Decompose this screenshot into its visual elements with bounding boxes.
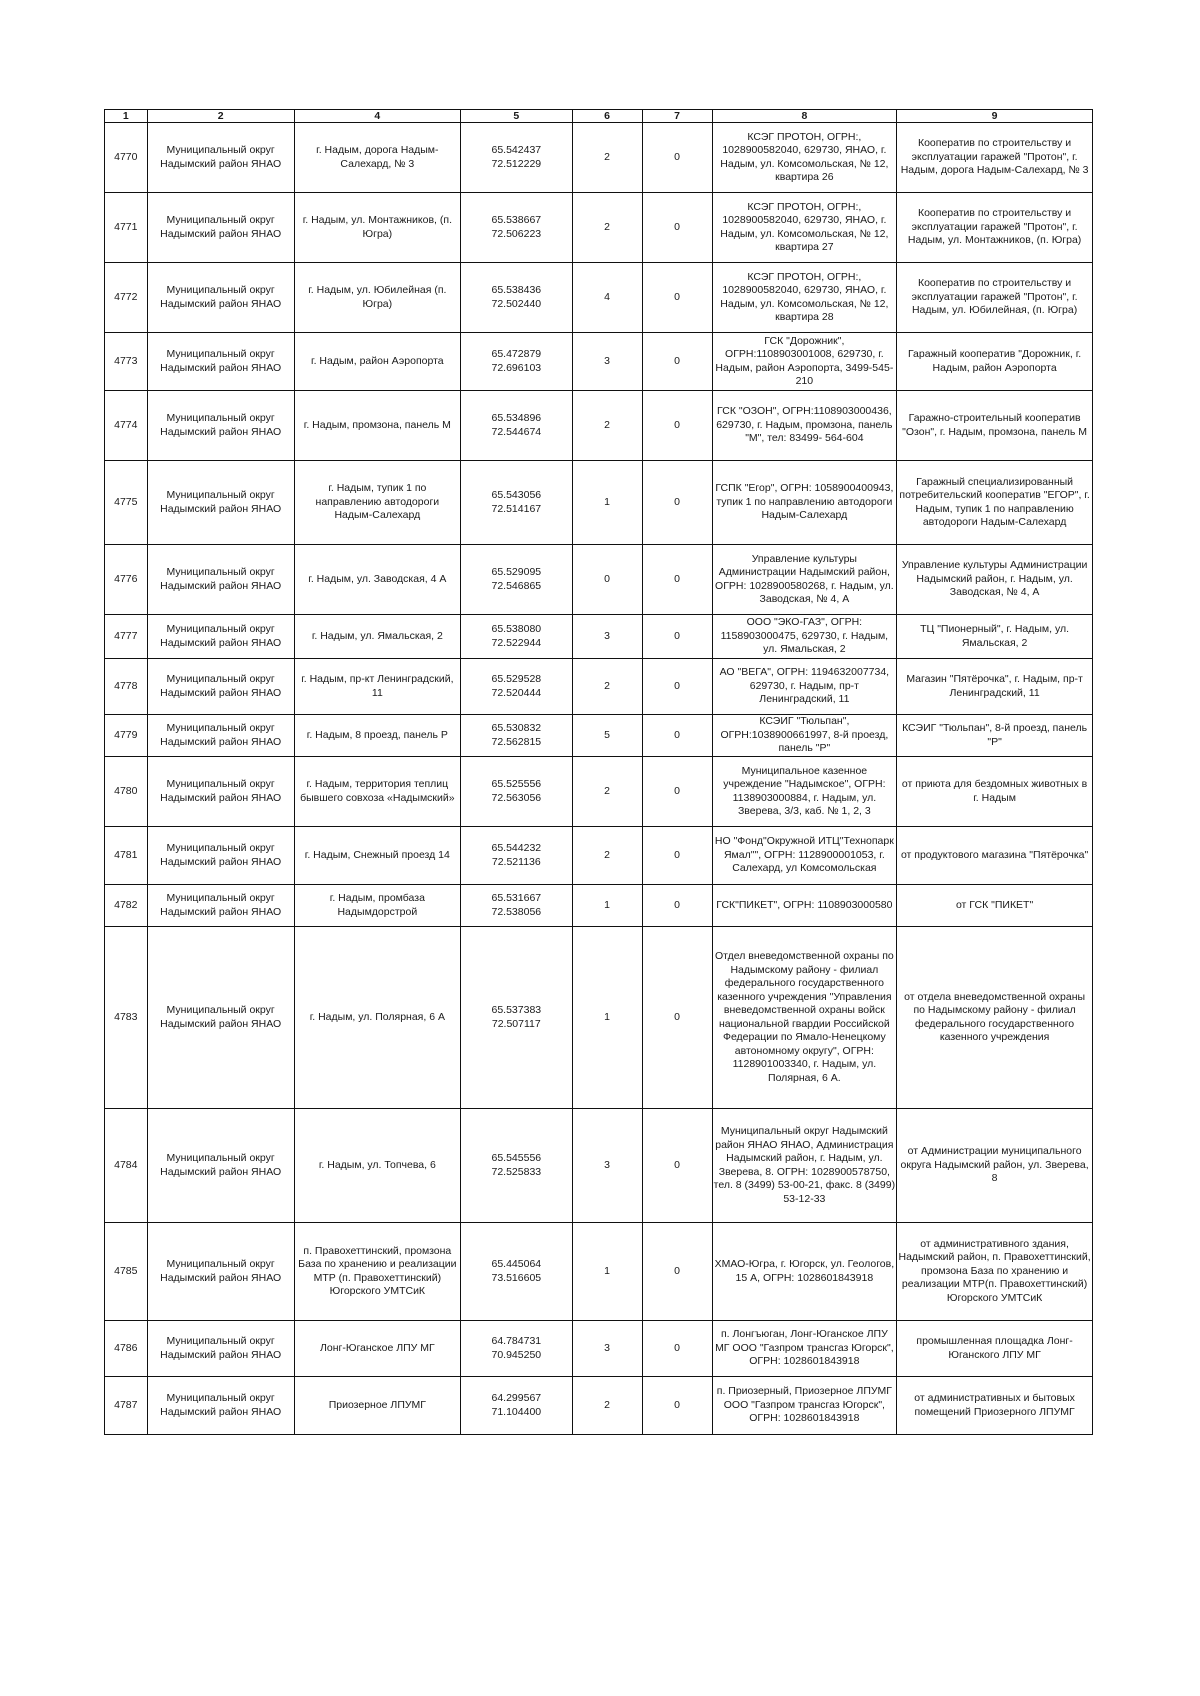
- longitude-value: 72.696103: [491, 361, 542, 374]
- column-6-cell: 1: [572, 1223, 642, 1321]
- source-cell: от Администрации муниципального округа Надымский район, ул. Зверева, 8: [897, 1109, 1093, 1223]
- district-cell: Муниципальный округ Надымский район ЯНАО: [147, 193, 294, 263]
- address-cell: г. Надым, район Аэропорта: [294, 333, 460, 391]
- longitude-value: 72.502440: [491, 297, 542, 310]
- owner-cell: ХМАО-Югра, г. Югорск, ул. Геологов, 15 А, ОГРН: 1028601843918: [712, 1223, 897, 1321]
- latitude-value: 65.538667: [491, 214, 542, 226]
- table-row: [105, 1109, 1093, 1223]
- table-row: [105, 715, 1093, 757]
- column-7-cell: 0: [642, 827, 712, 885]
- row-number-cell: 4784: [105, 1109, 148, 1223]
- row-number-cell: 4782: [105, 885, 148, 927]
- latitude-value: 64.784731: [491, 1335, 542, 1347]
- longitude-value: 72.514167: [491, 502, 542, 515]
- column-6-cell: 2: [572, 193, 642, 263]
- district-cell: Муниципальный округ Надымский район ЯНАО: [147, 615, 294, 659]
- row-number-cell: 4787: [105, 1377, 148, 1435]
- coordinates-cell: [461, 715, 573, 757]
- column-6-cell: 2: [572, 827, 642, 885]
- coordinates-cell: [461, 1377, 573, 1435]
- district-cell: Муниципальный округ Надымский район ЯНАО: [147, 659, 294, 715]
- owner-cell: КСЭИГ "Тюльпан", ОГРН:1038900661997, 8-й проезд, панель "Р": [712, 715, 897, 757]
- latitude-value: 65.543056: [491, 489, 542, 501]
- row-number-cell: 4776: [105, 545, 148, 615]
- address-cell: г. Надым, ул. Заводская, 4 А: [294, 545, 460, 615]
- column-6-cell: 3: [572, 615, 642, 659]
- column-header: 9: [897, 110, 1093, 123]
- column-header: 1: [105, 110, 148, 123]
- address-cell: п. Правохеттинский, промзона База по хранению и реализации МТР (п. Правохеттинский) Югорского УМТСиК: [294, 1223, 460, 1321]
- coordinates-cell: [461, 927, 573, 1109]
- column-7-cell: 0: [642, 659, 712, 715]
- address-cell: Лонг-Юганское ЛПУ МГ: [294, 1321, 460, 1377]
- owner-cell: КСЭГ ПРОТОН, ОГРН:, 1028900582040, 629730, ЯНАО, г. Надым, ул. Комсомольская, № 12, квартира 27: [712, 193, 897, 263]
- longitude-value: 72.538056: [491, 905, 542, 918]
- table-row: [105, 545, 1093, 615]
- latitude-value: 65.529528: [491, 673, 542, 685]
- column-6-cell: 5: [572, 715, 642, 757]
- table-row: [105, 757, 1093, 827]
- address-cell: г. Надым, промзона, панель М: [294, 391, 460, 461]
- row-number-cell: 4772: [105, 263, 148, 333]
- latitude-value: 65.537383: [491, 1004, 542, 1016]
- address-cell: г. Надым, тупик 1 по направлению автодороги Надым-Салехард: [294, 461, 460, 545]
- district-cell: Муниципальный округ Надымский район ЯНАО: [147, 123, 294, 193]
- table-row: [105, 333, 1093, 391]
- source-cell: от продуктового магазина "Пятёрочка": [897, 827, 1093, 885]
- source-cell: Кооператив по строительству и эксплуатации гаражей "Протон", г. Надым, ул. Монтажников, (п. Югра): [897, 193, 1093, 263]
- owner-cell: ООО "ЭКО-ГАЗ", ОГРН: 1158903000475, 629730, г. Надым, ул. Ямальская, 2: [712, 615, 897, 659]
- owner-cell: п. Лонгъюган, Лонг-Юганское ЛПУ МГ ООО "Газпром трансгаз Югорск", ОГРН: 1028601843918: [712, 1321, 897, 1377]
- row-number-cell: 4779: [105, 715, 148, 757]
- row-number-cell: 4774: [105, 391, 148, 461]
- coordinates-cell: [461, 1321, 573, 1377]
- column-7-cell: 0: [642, 263, 712, 333]
- district-cell: Муниципальный округ Надымский район ЯНАО: [147, 391, 294, 461]
- address-cell: г. Надым, ул. Юбилейная (п. Югра): [294, 263, 460, 333]
- longitude-value: 72.512229: [491, 157, 542, 170]
- owner-cell: ГСК "ОЗОН", ОГРН:1108903000436, 629730, г. Надым, промзона, панель "М", тел: 83499- 564-604: [712, 391, 897, 461]
- district-cell: Муниципальный округ Надымский район ЯНАО: [147, 333, 294, 391]
- column-6-cell: 1: [572, 885, 642, 927]
- latitude-value: 65.529095: [491, 566, 542, 578]
- address-cell: г. Надым, промбаза Надымдорстрой: [294, 885, 460, 927]
- coordinates-cell: [461, 193, 573, 263]
- owner-cell: п. Приозерный, Приозерное ЛПУМГ ООО "Газпром трансгаз Югорск", ОГРН: 1028601843918: [712, 1377, 897, 1435]
- source-cell: от отдела вневедомственной охраны по Надымскому району - филиал федерального государственного казенного учреждения: [897, 927, 1093, 1109]
- column-7-cell: 0: [642, 715, 712, 757]
- longitude-value: 72.562815: [491, 735, 542, 748]
- table-row: [105, 885, 1093, 927]
- row-number-cell: 4785: [105, 1223, 148, 1321]
- column-6-cell: 2: [572, 123, 642, 193]
- source-cell: промышленная площадка Лонг-Юганского ЛПУ МГ: [897, 1321, 1093, 1377]
- district-cell: Муниципальный округ Надымский район ЯНАО: [147, 757, 294, 827]
- owner-cell: ГСПК "Егор", ОГРН: 1058900400943, тупик 1 по направлению автодороги Надым-Салехард: [712, 461, 897, 545]
- address-cell: г. Надым, ул. Монтажников, (п. Югра): [294, 193, 460, 263]
- source-cell: от ГСК "ПИКЕТ": [897, 885, 1093, 927]
- address-cell: г. Надым, ул. Полярная, 6 А: [294, 927, 460, 1109]
- column-7-cell: 0: [642, 615, 712, 659]
- source-cell: КСЭИГ "Тюльпан", 8-й проезд, панель "Р": [897, 715, 1093, 757]
- longitude-value: 72.546865: [491, 579, 542, 592]
- table-row: [105, 1377, 1093, 1435]
- district-cell: Муниципальный округ Надымский район ЯНАО: [147, 1377, 294, 1435]
- column-7-cell: 0: [642, 927, 712, 1109]
- address-cell: г. Надым, дорога Надым-Салехард, № 3: [294, 123, 460, 193]
- longitude-value: 70.945250: [491, 1348, 542, 1361]
- latitude-value: 65.531667: [491, 892, 542, 904]
- column-7-cell: 0: [642, 545, 712, 615]
- column-6-cell: 1: [572, 461, 642, 545]
- column-7-cell: 0: [642, 461, 712, 545]
- column-header: 7: [642, 110, 712, 123]
- owner-cell: АО "ВЕГА", ОГРН: 1194632007734, 629730, г. Надым, пр-т Ленинградский, 11: [712, 659, 897, 715]
- source-cell: от административного здания, Надымский район, п. Правохеттинский, промзона База по хранению и реализации МТР(п. Правохеттинский) Югорского УМТСиК: [897, 1223, 1093, 1321]
- district-cell: Муниципальный округ Надымский район ЯНАО: [147, 1223, 294, 1321]
- coordinates-cell: [461, 391, 573, 461]
- table-row: [105, 461, 1093, 545]
- owner-cell: КСЭГ ПРОТОН, ОГРН:, 1028900582040, 629730, ЯНАО, г. Надым, ул. Комсомольская, № 12, квартира 26: [712, 123, 897, 193]
- coordinates-cell: [461, 123, 573, 193]
- district-cell: Муниципальный округ Надымский район ЯНАО: [147, 715, 294, 757]
- row-number-cell: 4778: [105, 659, 148, 715]
- column-7-cell: 0: [642, 391, 712, 461]
- owner-cell: НО "Фонд"Окружной ИТЦ"Технопарк Ямал"", ОГРН: 1128900001053, г. Салехард, ул Комсомольская: [712, 827, 897, 885]
- coordinates-cell: [461, 885, 573, 927]
- table-row: [105, 123, 1093, 193]
- latitude-value: 64.299567: [491, 1392, 542, 1404]
- latitude-value: 65.542437: [491, 144, 542, 156]
- owner-cell: Муниципальный округ Надымский район ЯНАО ЯНАО, Администрация Надымский район, г. Надым, ул. Зверева, 8. ОГРН: 1028900578750, тел. 8 (3499) 53-00-21, факс. 8 (3499) 53-12-33: [712, 1109, 897, 1223]
- longitude-value: 72.525833: [491, 1165, 542, 1178]
- owner-cell: ГСК"ПИКЕТ", ОГРН: 1108903000580: [712, 885, 897, 927]
- district-cell: Муниципальный округ Надымский район ЯНАО: [147, 1109, 294, 1223]
- coordinates-cell: [461, 1109, 573, 1223]
- district-cell: Муниципальный округ Надымский район ЯНАО: [147, 545, 294, 615]
- column-header: 2: [147, 110, 294, 123]
- longitude-value: 72.506223: [491, 227, 542, 240]
- coordinates-cell: [461, 263, 573, 333]
- owner-cell: Муниципальное казенное учреждение "Надымское", ОГРН: 1138903000884, г. Надым, ул. Зверева, 3/3, каб. № 1, 2, 3: [712, 757, 897, 827]
- column-header: 4: [294, 110, 460, 123]
- address-cell: г. Надым, 8 проезд, панель Р: [294, 715, 460, 757]
- table-row: [105, 659, 1093, 715]
- longitude-value: 71.104400: [491, 1405, 542, 1418]
- source-cell: Гаражный кооператив "Дорожник, г. Надым, район Аэропорта: [897, 333, 1093, 391]
- column-6-cell: 4: [572, 263, 642, 333]
- address-cell: г. Надым, Снежный проезд 14: [294, 827, 460, 885]
- column-header: 6: [572, 110, 642, 123]
- source-cell: ТЦ "Пионерный", г. Надым, ул. Ямальская, 2: [897, 615, 1093, 659]
- row-number-cell: 4771: [105, 193, 148, 263]
- latitude-value: 65.445064: [491, 1258, 542, 1270]
- registry-table: [104, 109, 1093, 1435]
- latitude-value: 65.525556: [491, 778, 542, 790]
- column-6-cell: 3: [572, 333, 642, 391]
- coordinates-cell: [461, 461, 573, 545]
- registry-sheet: [104, 109, 1093, 1435]
- column-7-cell: 0: [642, 333, 712, 391]
- row-number-cell: 4773: [105, 333, 148, 391]
- table-row: [105, 263, 1093, 333]
- column-6-cell: 2: [572, 1377, 642, 1435]
- owner-cell: КСЭГ ПРОТОН, ОГРН:, 1028900582040, 629730, ЯНАО, г. Надым, ул. Комсомольская, № 12, квартира 28: [712, 263, 897, 333]
- column-6-cell: 0: [572, 545, 642, 615]
- column-7-cell: 0: [642, 1377, 712, 1435]
- longitude-value: 72.544674: [491, 425, 542, 438]
- district-cell: Муниципальный округ Надымский район ЯНАО: [147, 263, 294, 333]
- row-number-cell: 4770: [105, 123, 148, 193]
- longitude-value: 72.521136: [491, 855, 541, 868]
- coordinates-cell: [461, 545, 573, 615]
- longitude-value: 72.507117: [491, 1017, 541, 1030]
- address-cell: г. Надым, пр-кт Ленинградский, 11: [294, 659, 460, 715]
- row-number-cell: 4775: [105, 461, 148, 545]
- district-cell: Муниципальный округ Надымский район ЯНАО: [147, 885, 294, 927]
- address-cell: г. Надым, ул. Ямальская, 2: [294, 615, 460, 659]
- row-number-cell: 4783: [105, 927, 148, 1109]
- column-6-cell: 2: [572, 391, 642, 461]
- source-cell: Управление культуры Администрации Надымский район, г. Надым, ул. Заводская, № 4, А: [897, 545, 1093, 615]
- column-7-cell: 0: [642, 123, 712, 193]
- row-number-cell: 4777: [105, 615, 148, 659]
- district-cell: Муниципальный округ Надымский район ЯНАО: [147, 461, 294, 545]
- column-7-cell: 0: [642, 193, 712, 263]
- address-cell: Приозерное ЛПУМГ: [294, 1377, 460, 1435]
- column-7-cell: 0: [642, 1321, 712, 1377]
- table-row: [105, 615, 1093, 659]
- owner-cell: ГСК "Дорожник", ОГРН:1108903001008, 629730, г. Надым, район Аэропорта, 3499-545-210: [712, 333, 897, 391]
- source-cell: Магазин "Пятёрочка", г. Надым, пр-т Ленинградский, 11: [897, 659, 1093, 715]
- table-row: [105, 391, 1093, 461]
- coordinates-cell: [461, 615, 573, 659]
- header-row: [105, 110, 1093, 123]
- column-6-cell: 3: [572, 1321, 642, 1377]
- latitude-value: 65.538080: [491, 623, 542, 635]
- row-number-cell: 4786: [105, 1321, 148, 1377]
- source-cell: от приюта для бездомных животных в г. Надым: [897, 757, 1093, 827]
- table-row: [105, 827, 1093, 885]
- column-header: 5: [461, 110, 573, 123]
- table-row: [105, 1321, 1093, 1377]
- latitude-value: 65.534896: [491, 412, 542, 424]
- column-7-cell: 0: [642, 885, 712, 927]
- coordinates-cell: [461, 827, 573, 885]
- longitude-value: 72.563056: [491, 791, 542, 804]
- owner-cell: Управление культуры Администрации Надымский район, ОГРН: 1028900580268, г. Надым, ул. Заводская, № 4, А: [712, 545, 897, 615]
- column-6-cell: 2: [572, 659, 642, 715]
- district-cell: Муниципальный округ Надымский район ЯНАО: [147, 827, 294, 885]
- owner-cell: Отдел вневедомственной охраны по Надымскому району - филиал федерального государственного казенного учреждения "Управления вневедомственной охраны войск национальной гвардии Российской Федерации по Ямало-Ненецкому автономному округу", ОГРН: 1128901003340, г. Надым, ул. Полярная, 6 А.: [712, 927, 897, 1109]
- row-number-cell: 4781: [105, 827, 148, 885]
- column-6-cell: 2: [572, 757, 642, 827]
- table-row: [105, 1223, 1093, 1321]
- column-6-cell: 1: [572, 927, 642, 1109]
- source-cell: Гаражный специализированный потребительский кооператив "ЕГОР", г. Надым, тупик 1 по направлению автодороги Надым-Салехард: [897, 461, 1093, 545]
- coordinates-cell: [461, 1223, 573, 1321]
- source-cell: от административных и бытовых помещений Приозерного ЛПУМГ: [897, 1377, 1093, 1435]
- column-header: 8: [712, 110, 897, 123]
- table-row: [105, 927, 1093, 1109]
- coordinates-cell: [461, 333, 573, 391]
- latitude-value: 65.544232: [491, 842, 542, 854]
- latitude-value: 65.538436: [491, 284, 542, 296]
- address-cell: г. Надым, территория теплиц бывшего совхоза «Надымский»: [294, 757, 460, 827]
- row-number-cell: 4780: [105, 757, 148, 827]
- district-cell: Муниципальный округ Надымский район ЯНАО: [147, 1321, 294, 1377]
- longitude-value: 73.516605: [491, 1271, 542, 1284]
- column-7-cell: 0: [642, 757, 712, 827]
- latitude-value: 65.530832: [491, 722, 542, 734]
- source-cell: Кооператив по строительству и эксплуатации гаражей "Протон", г. Надым, ул. Юбилейная, (п. Югра): [897, 263, 1093, 333]
- coordinates-cell: [461, 659, 573, 715]
- longitude-value: 72.522944: [491, 636, 542, 649]
- coordinates-cell: [461, 757, 573, 827]
- column-7-cell: 0: [642, 1223, 712, 1321]
- latitude-value: 65.545556: [491, 1152, 542, 1164]
- column-6-cell: 3: [572, 1109, 642, 1223]
- column-7-cell: 0: [642, 1109, 712, 1223]
- source-cell: Кооператив по строительству и эксплуатации гаражей "Протон", г. Надым, дорога Надым-Салехард, № 3: [897, 123, 1093, 193]
- address-cell: г. Надым, ул. Топчева, 6: [294, 1109, 460, 1223]
- longitude-value: 72.520444: [491, 686, 542, 699]
- latitude-value: 65.472879: [491, 348, 542, 360]
- source-cell: Гаражно-строительный кооператив "Озон", г. Надым, промзона, панель М: [897, 391, 1093, 461]
- table-row: [105, 193, 1093, 263]
- district-cell: Муниципальный округ Надымский район ЯНАО: [147, 927, 294, 1109]
